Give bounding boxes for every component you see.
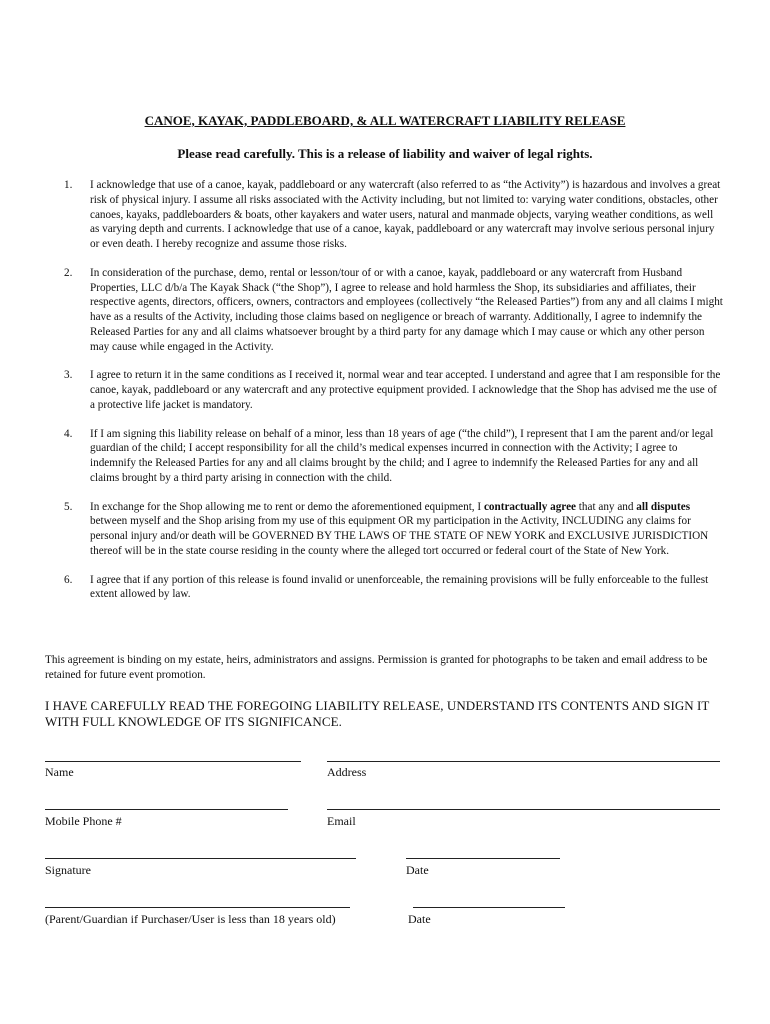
clause-text: I acknowledge that use of a canoe, kayak, paddleboard or any watercraft (also referred to as “the Activity”) is hazardous and involves a great risk of physical injury. I assume all risks associated with the Activity including, but not limited to: varying water conditions, obstacles, other canoes, kayaks, paddleboarders & boats, other kayakers and water users, natural and manmade objects, varying weather conditions, as well as varying depth and currents. I acknowledge that use of a canoe, kayak, paddleboard or any watercraft may involve serious personal injury or even death. I hereby recognize and assume those risks. [90, 179, 721, 250]
clause-text-part: that any and [576, 500, 637, 513]
document-title: CANOE, KAYAK, PADDLEBOARD, & ALL WATERCRAFT LIABILITY RELEASE [144, 113, 626, 128]
address-line[interactable] [327, 761, 720, 762]
clause-6 [64, 573, 724, 603]
clause-bold-all-disputes: all disputes [636, 500, 691, 513]
clause-text-part: In exchange for the Shop allowing me to rent or demo the aforementioned equipment, I [90, 500, 484, 513]
guardian-date-label: Date [408, 912, 431, 926]
signature-label: Signature [45, 863, 91, 877]
mobile-phone-label: Mobile Phone # [45, 814, 122, 828]
name-label: Name [45, 765, 74, 779]
address-label: Address [327, 765, 367, 779]
date-line[interactable] [406, 858, 560, 859]
clause-5 [64, 500, 724, 559]
guardian-date-line[interactable] [413, 907, 565, 908]
clause-text: If I am signing this liability release on behalf of a minor, less than 18 years of age (“the child”), I represent that I am the parent and/or legal guardian of the child; I accept responsibility for all the child’s medical expenses incurred in connection with the Activity; I agree to indemnify the Released Parties for any and all claims brought by the child; and I agree to indemnify the Released Parties for any and all claims brought by a third party arising in connection with the child. [90, 427, 714, 484]
clause-text: I agree to return it in the same conditions as I received it, normal wear and tear accepted. I understand and agree that I am responsible for the canoe, kayak, paddleboard or any watercraft and any protective equipment provided. I acknowledge that the Shop has advised me the use of a protective life jacket is mandatory. [90, 369, 721, 411]
email-label: Email [327, 814, 356, 828]
clause-list [64, 178, 724, 616]
clause-4 [64, 427, 724, 486]
clause-number: 3. [64, 369, 73, 382]
date-label: Date [406, 863, 429, 877]
acknowledgement-statement: I HAVE CAREFULLY READ THE FOREGOING LIABILITY RELEASE, UNDERSTAND ITS CONTENTS AND SIGN IT WITH FULL KNOWLEDGE OF ITS SIGNIFICANCE. [45, 698, 710, 729]
clause-1 [64, 178, 724, 252]
clause-text-part: between myself and the Shop arising from my use of this equipment OR my participation in the Activity, INCLUDING any claims for personal injury and/or death will be GOVERNED BY THE LAWS OF THE STATE OF NEW YORK and EXCLUSIVE JURISDICTION thereof will be in the state course residing in the county where the alleged tort occurred or federal court of the State of New York. [90, 515, 709, 557]
clause-3 [64, 368, 724, 412]
clause-bold-contractually-agree: contractually agree [483, 500, 576, 513]
signature-line[interactable] [45, 858, 356, 859]
clause-number: 4. [64, 427, 73, 440]
clause-number: 6. [64, 573, 73, 586]
email-line[interactable] [327, 809, 720, 810]
clause-number: 1. [64, 179, 73, 191]
clause-number: 5. [64, 500, 73, 513]
clause-text: In consideration of the purchase, demo, rental or lesson/tour of or with a canoe, kayak, paddleboard or any watercraft from Husband Properties, LLC d/b/a The Kayak Shack (“the Shop”), I agree to release and hold harmless the Shop, its subsidiaries and affiliates, their respective agents, directors, officers, owners, contractors and employees (collectively “the Released Parties”) from any and all claims I might have as a results of the Activity, including those claims based on negligence or breach of warranty. Additionally, I agree to indemnify the Released Parties for any and all claims whatsoever brought by a third party for any damage which I may cause or which any other person may cause while engaged in the Activity. [90, 266, 723, 353]
clause-text [90, 500, 724, 559]
guardian-label: (Parent/Guardian if Purchaser/User is less than 18 years old) [45, 912, 336, 926]
clause-2 [64, 266, 724, 355]
document-subtitle: Please read carefully. This is a release of liability and waiver of legal rights. [177, 146, 593, 161]
guardian-signature-line[interactable] [45, 907, 350, 908]
clause-text: I agree that if any portion of this release is found invalid or unenforceable, the remaining provisions will be fully enforceable to the fullest extent allowed by law. [90, 573, 709, 601]
binding-statement: This agreement is binding on my estate, heirs, administrators and assigns. Permission is granted for photographs to be taken and email address to be retained for future event promotion. [45, 654, 708, 681]
mobile-phone-line[interactable] [45, 809, 288, 810]
clause-number: 2. [64, 266, 73, 279]
name-line[interactable] [45, 761, 301, 762]
